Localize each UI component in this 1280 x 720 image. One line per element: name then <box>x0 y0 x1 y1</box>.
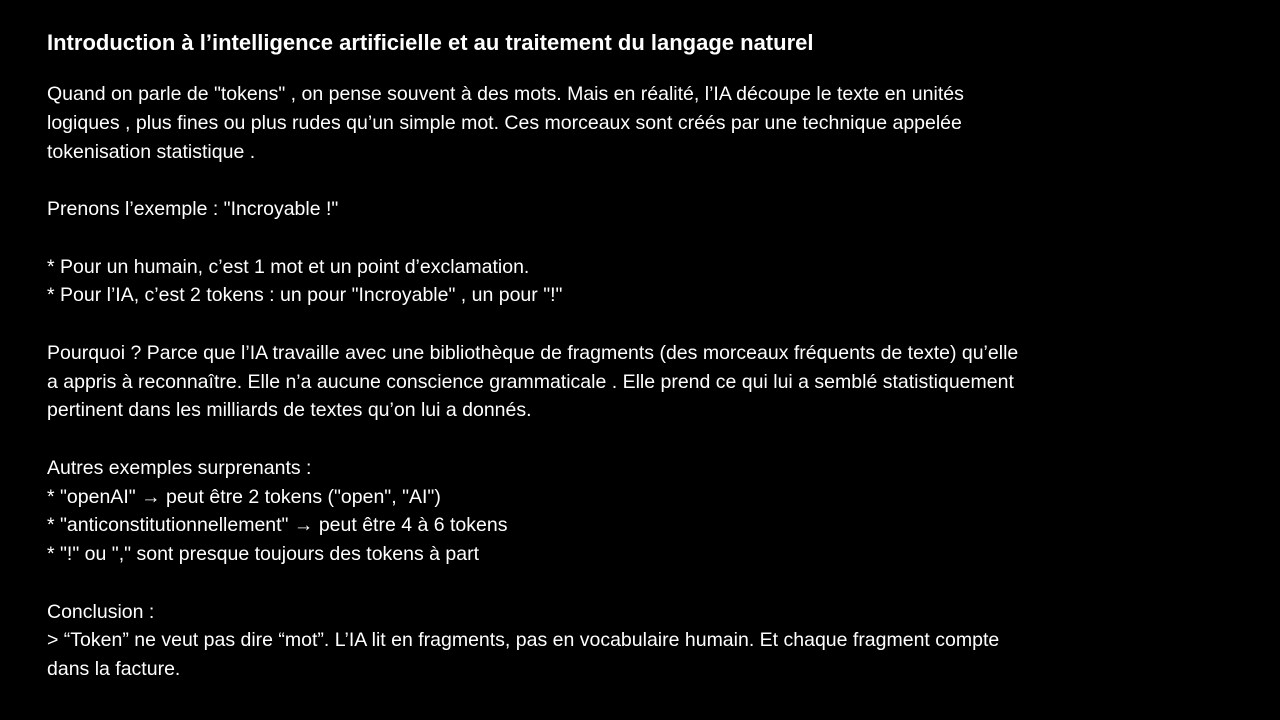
blank-line <box>47 425 1242 454</box>
text-line: * "openAI" → peut être 2 tokens ("open", "AI") <box>47 485 441 508</box>
text-line: a appris à reconnaître. Elle n’a aucune conscience grammaticale . Elle prend ce qui lui a semblé statistiquement <box>47 370 1014 393</box>
text-line: pertinent dans les milliards de textes qu’on lui a donnés. <box>47 399 532 422</box>
document-body <box>47 80 1242 684</box>
blank-line <box>47 166 1242 195</box>
text-line: Pourquoi ? Parce que l’IA travaille avec une bibliothèque de fragments (des morceaux fréquents de texte) qu’elle <box>47 341 1019 364</box>
document-title: Introduction à l’intelligence artificielle et au traitement du langage naturel <box>47 30 814 55</box>
blank-line <box>47 310 1242 339</box>
blank-line <box>47 224 1242 253</box>
text-line: Quand on parle de "tokens" , on pense souvent à des mots. Mais en réalité, l’IA découpe le texte en unités <box>47 83 964 105</box>
text-line: Autres exemples surprenants : <box>47 456 312 479</box>
document-page <box>47 28 1242 684</box>
text-line: dans la facture. <box>47 658 181 680</box>
text-line: * "anticonstitutionnellement" → peut être 4 à 6 tokens <box>47 514 508 537</box>
blank-line <box>47 569 1242 598</box>
text-line: Prenons l’exemple : "Incroyable !" <box>47 198 339 220</box>
text-line: Conclusion : <box>47 600 155 623</box>
text-line: > “Token” ne veut pas dire “mot”. L’IA lit en fragments, pas en vocabulaire humain. Et chaque fragment compte <box>47 629 1000 652</box>
text-line: * "!" ou "," sont presque toujours des tokens à part <box>47 543 480 565</box>
text-line: * Pour l’IA, c’est 2 tokens : un pour "Incroyable" , un pour "!" <box>47 284 563 307</box>
text-line: logiques , plus fines ou plus rudes qu’un simple mot. Ces morceaux sont créés par une technique appelée <box>47 111 962 134</box>
text-line: tokenisation statistique . <box>47 140 256 163</box>
text-line: * Pour un humain, c’est 1 mot et un point d’exclamation. <box>47 255 530 278</box>
